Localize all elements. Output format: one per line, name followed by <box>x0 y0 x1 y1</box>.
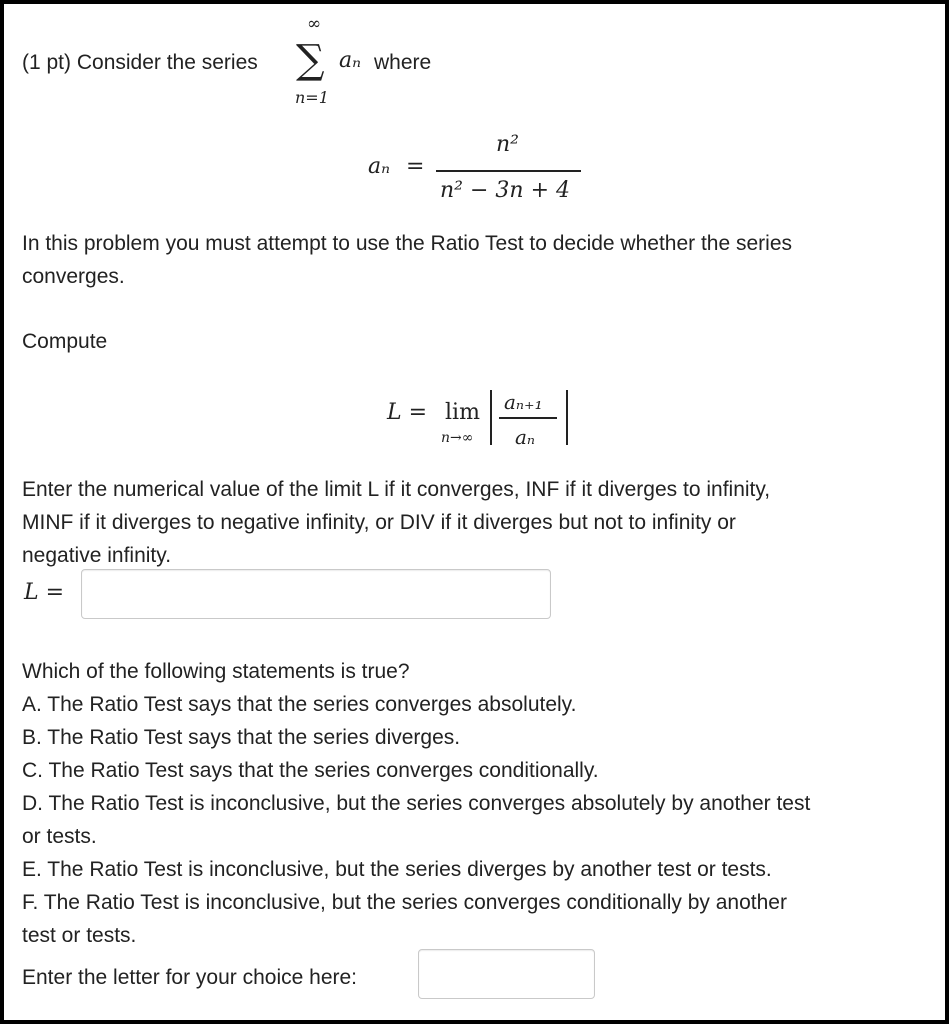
ratio-fraction-bar <box>499 417 557 419</box>
choice-c: C. The Ratio Test says that the series converges conditionally. <box>22 759 599 782</box>
series-upper-limit: ∞ <box>307 14 322 34</box>
choice-e: E. The Ratio Test is inconclusive, but the series diverges by another test or tests. <box>22 858 772 881</box>
ratio-denominator: aₙ <box>515 425 536 449</box>
answer-l-label: L = <box>24 580 65 605</box>
intro-line-2: converges. <box>22 265 125 288</box>
choice-f-line-1: F. The Ratio Test is inconclusive, but the series converges conditionally by another <box>22 891 787 914</box>
choice-d-line-1: D. The Ratio Test is inconclusive, but the series converges absolutely by another test <box>22 792 811 815</box>
limit-subscript: n→∞ <box>441 430 474 446</box>
points-label: (1 pt) Consider the series <box>22 51 258 74</box>
instructions-line-1: Enter the numerical value of the limit L if it converges, INF if it diverges to infinity, <box>22 478 771 501</box>
abs-bar-right <box>566 390 568 445</box>
choice-b: B. The Ratio Test says that the series diverges. <box>22 726 461 749</box>
ratio-numerator: aₙ₊₁ <box>504 390 543 414</box>
where-label: where <box>374 51 432 74</box>
limit-lhs: L = <box>387 400 428 425</box>
definition-fraction-bar <box>436 170 581 172</box>
choice-f-line-2: test or tests. <box>22 924 137 947</box>
choice-a: A. The Ratio Test says that the series converges absolutely. <box>22 693 577 716</box>
limit-lim: lim <box>445 400 480 425</box>
sigma-symbol: ∑ <box>296 37 325 83</box>
series-term: aₙ <box>339 48 362 73</box>
choice-d-line-2: or tests. <box>22 825 97 848</box>
definition-lhs: aₙ <box>368 154 391 179</box>
abs-bar-left <box>490 390 492 445</box>
definition-denominator: n² − 3n + 4 <box>440 178 570 203</box>
choices-prompt: Which of the following statements is true? <box>22 660 410 683</box>
letter-choice-label: Enter the letter for your choice here: <box>22 966 358 989</box>
series-lower-limit: n=1 <box>295 88 329 107</box>
instructions-line-2: MINF if it diverges to negative infinity, or DIV if it diverges but not to infinity or <box>22 511 736 534</box>
definition-numerator: n² <box>496 132 519 157</box>
instructions-line-3: negative infinity. <box>22 544 172 567</box>
limit-answer-input[interactable] <box>81 569 551 619</box>
definition-equals: = <box>406 154 425 179</box>
letter-choice-input[interactable] <box>418 949 595 999</box>
intro-line-1: In this problem you must attempt to use the Ratio Test to decide whether the series <box>22 232 793 255</box>
compute-label: Compute <box>22 330 108 353</box>
